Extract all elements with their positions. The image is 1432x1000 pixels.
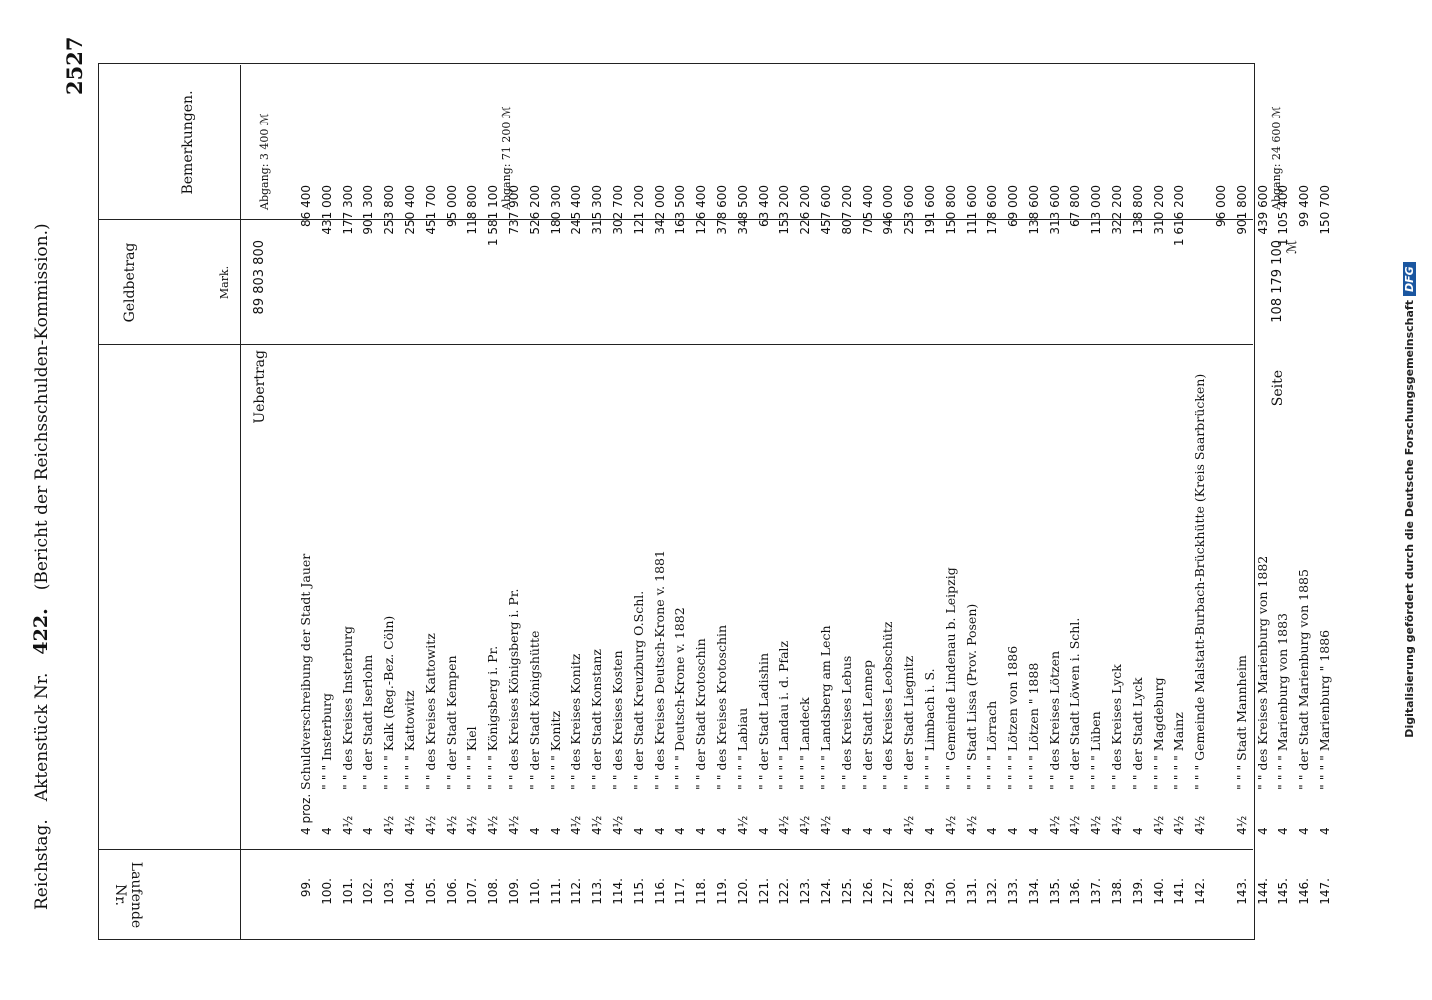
table-row	[670, 65, 691, 940]
row-number: 113.	[590, 878, 605, 905]
row-rate: 4	[1130, 827, 1145, 835]
row-number: 126.	[860, 878, 875, 905]
table-row	[1128, 65, 1149, 940]
table-row	[587, 65, 608, 940]
row-description: " " " " Lüben	[1088, 711, 1104, 790]
row-description: " " der Stadt Krotoschin	[693, 638, 709, 790]
row-rate: 4	[985, 827, 1000, 835]
table-row	[1024, 65, 1045, 940]
row-rate: 4½	[735, 815, 750, 835]
row-number: 147.	[1318, 878, 1333, 905]
row-rate: 4	[1255, 827, 1270, 835]
row-description: " " des Kreises Lyck	[1109, 664, 1125, 790]
table-row	[1169, 65, 1190, 940]
row-description: " " der Stadt Kempen	[443, 655, 459, 790]
row-rate: 4	[1297, 827, 1312, 835]
row-amount: 737 900	[506, 185, 521, 235]
row-number: 99.	[299, 878, 313, 898]
table-row	[816, 65, 837, 940]
row-number: 111.	[548, 878, 563, 905]
page-total-label: Seite	[1270, 370, 1286, 407]
row-description: " " des Kreises Lebus	[838, 655, 854, 790]
row-rate: 4	[714, 827, 729, 835]
row-number: 106.	[444, 878, 459, 905]
row-rate: 4½	[943, 815, 958, 835]
row-rate: 4½	[798, 815, 813, 835]
table-row	[650, 65, 671, 940]
row-amount: 1 581 100	[486, 185, 501, 247]
row-description: " " des Kreises Königsberg i. Pr.	[505, 588, 521, 790]
header-report-title: (Bericht der Reichsschulden-Kommission.)	[32, 223, 52, 591]
row-amount: 150 800	[943, 185, 958, 235]
table-row	[1086, 65, 1107, 940]
row-rate: 4½	[1234, 815, 1249, 835]
table-body	[296, 65, 1336, 940]
row-description: " " " Gemeinde Lindenau b. Leipzig	[942, 567, 958, 790]
row-description: " " der Stadt Lennep	[859, 659, 875, 790]
row-number: 124.	[818, 878, 833, 905]
row-rate: 4½	[506, 815, 521, 835]
row-number: 122.	[777, 878, 792, 905]
table-row	[774, 65, 795, 940]
row-amount: 99 400	[1297, 185, 1312, 227]
table-row	[608, 65, 629, 940]
row-amount: 126 400	[694, 185, 709, 235]
row-rate: 4	[1276, 827, 1291, 835]
row-number: 129.	[922, 878, 937, 905]
row-rate: 4½	[818, 815, 833, 835]
table-row	[941, 65, 962, 940]
row-amount: 95 000	[444, 185, 459, 227]
row-rate: 4½	[777, 815, 792, 835]
row-number: 118.	[694, 878, 709, 905]
row-description: " " der Stadt Liegnitz	[901, 655, 917, 790]
row-rate: 4	[1318, 827, 1333, 835]
row-description: " " der Stadt Lyck	[1129, 677, 1145, 790]
row-number: 143.	[1234, 878, 1249, 905]
row-rate: 4½	[569, 815, 584, 835]
table-row	[858, 65, 879, 940]
row-description: " " " " Marienburg " 1886	[1317, 629, 1333, 790]
row-number: 127.	[881, 878, 896, 905]
row-rate: 4½	[1172, 815, 1187, 835]
row-amount: 245 400	[569, 185, 584, 235]
brought-forward-amount: 89 803 800	[252, 240, 267, 315]
row-rate: 4	[694, 827, 709, 835]
row-amount: 163 500	[673, 185, 688, 235]
row-number: 119.	[714, 878, 729, 905]
table-row	[920, 65, 941, 940]
row-number: 108.	[486, 878, 501, 905]
row-rate: 4½	[1110, 815, 1125, 835]
row-description: " " " " Deutsch-Krone v. 1882	[672, 607, 688, 790]
row-rate: 4½	[486, 815, 501, 835]
dfg-logo: DFG	[1403, 262, 1416, 296]
table-row	[317, 65, 338, 940]
table-row	[1232, 65, 1253, 940]
column-unit: Mark.	[218, 265, 231, 300]
digitization-text: Digitalisierung gefördert durch die Deutsche Forschungsgemeinschaft	[1403, 300, 1416, 738]
digitization-note	[1390, 20, 1430, 980]
row-rate: 4½	[1047, 815, 1062, 835]
row-rate: 4	[673, 827, 688, 835]
row-description: " " " " Limbach i. S.	[921, 668, 937, 790]
row-description: " " der Stadt Marienburg von 1885	[1296, 569, 1312, 790]
row-description: " " des Kreises Krotoschin	[713, 624, 729, 790]
header-left: Reichstag.	[32, 819, 52, 910]
row-number: 125.	[839, 878, 854, 905]
row-number: 133.	[1006, 878, 1021, 905]
row-amount: 111 600	[964, 185, 979, 235]
row-rate: 4½	[1151, 815, 1166, 835]
header-doc-label: Aktenstück Nr.	[32, 672, 52, 802]
row-amount: 901 800	[1234, 185, 1249, 235]
column-header-number: Laufende Nr.	[112, 861, 144, 929]
row-amount: 457 600	[818, 185, 833, 235]
row-amount: 177 300	[340, 185, 355, 235]
row-number: 116.	[652, 878, 667, 905]
table-row	[1149, 65, 1170, 940]
row-description: " " des Kreises Lötzen	[1046, 650, 1062, 790]
row-number: 140.	[1151, 878, 1166, 905]
row-rate: 4½	[340, 815, 355, 835]
row-number: 123.	[798, 878, 813, 905]
row-number: 138.	[1110, 878, 1125, 905]
row-amount: 121 200	[631, 185, 646, 235]
table-row	[629, 65, 650, 940]
row-amount: 180 300	[548, 185, 563, 235]
row-number: 141.	[1172, 878, 1187, 905]
row-rate: 4	[548, 827, 563, 835]
brought-forward-label: Uebertrag	[252, 350, 268, 424]
row-rate: 4½	[402, 815, 417, 835]
row-description: " " " " Landau i. d. Pfalz	[776, 640, 792, 790]
row-number: 107.	[465, 878, 480, 905]
header-doc-number: 422.	[30, 608, 52, 655]
row-description: " " " " Kalk (Reg.-Bez. Cöln)	[381, 615, 397, 790]
row-description: " " des Kreises Marienburg von 1882	[1254, 555, 1270, 790]
row-amount: 113 000	[1089, 185, 1104, 235]
row-amount: 526 200	[527, 185, 542, 235]
row-rate: 4½	[444, 815, 459, 835]
row-number: 105.	[423, 878, 438, 905]
table-row	[400, 65, 421, 940]
table-row	[1065, 65, 1086, 940]
row-amount: 253 600	[902, 185, 917, 235]
row-rate: 4	[652, 827, 667, 835]
row-number: 109.	[506, 878, 521, 905]
row-amount: 118 800	[465, 185, 480, 235]
table-row	[899, 65, 920, 940]
row-amount: 86 400	[299, 185, 313, 227]
row-rate: 4	[1026, 827, 1041, 835]
row-description: " " " Gemeinde Malstatt-Burbach-Brückhütte (Kreis Saarbrücken)	[1192, 373, 1208, 790]
row-rate: 4	[839, 827, 854, 835]
row-number: 112.	[569, 878, 584, 905]
row-rate: 4½	[964, 815, 979, 835]
row-rate: 4½	[1193, 815, 1208, 835]
row-description: " " " " Landeck	[797, 697, 813, 790]
row-amount: 342 000	[652, 185, 667, 235]
table-row	[982, 65, 1003, 940]
row-description: " " " " Lötzen " 1888	[1025, 662, 1041, 790]
table-row	[795, 65, 816, 940]
row-description: " " " Stadt Mannheim	[1233, 655, 1249, 790]
page-number: 2527	[62, 36, 87, 95]
row-description: " " " " Kiel	[464, 726, 480, 790]
row-description: " " " " Magdeburg	[1150, 677, 1166, 790]
row-amount: 946 000	[881, 185, 896, 235]
row-description: " " der Stadt Ladishin	[755, 652, 771, 790]
table-row	[379, 65, 400, 940]
row-description: " " der Stadt Konstanz	[589, 649, 605, 790]
row-number: 146.	[1297, 878, 1312, 905]
table-row	[1045, 65, 1066, 940]
remark-1: Abgang: 3 400 ℳ	[258, 113, 271, 210]
row-number: 139.	[1130, 878, 1145, 905]
row-rate: 4½	[590, 815, 605, 835]
row-description: " " " " Marienburg von 1883	[1275, 613, 1291, 790]
row-rate: 4½	[423, 815, 438, 835]
row-number: 136.	[1068, 878, 1083, 905]
row-rate: 4	[922, 827, 937, 835]
table-row	[358, 65, 379, 940]
row-number: 137.	[1089, 878, 1104, 905]
row-rate: 4	[631, 827, 646, 835]
row-rate: 4	[361, 827, 376, 835]
row-description: " " " " Labiau	[734, 707, 750, 790]
row-rate: 4½	[382, 815, 397, 835]
row-amount: 313 600	[1047, 185, 1062, 235]
row-amount: 153 200	[777, 185, 792, 235]
row-number: 142.	[1193, 878, 1208, 905]
row-description: " " " " Königsberg i. Pr.	[485, 645, 501, 790]
row-description: " " " " Mainz	[1171, 712, 1187, 790]
table-row	[566, 65, 587, 940]
row-rate: 4	[1006, 827, 1021, 835]
row-amount: 439 600	[1255, 185, 1270, 235]
row-description: " " der Stadt Königshütte	[526, 630, 542, 790]
row-rate: 4	[756, 827, 771, 835]
row-number: 128.	[902, 878, 917, 905]
table-row	[1315, 65, 1336, 940]
row-amount: 807 200	[839, 185, 854, 235]
table-row	[754, 65, 775, 940]
row-amount: 69 000	[1006, 185, 1021, 227]
row-amount: 138 600	[1026, 185, 1041, 235]
row-description: " " " " Landsberg am Lech	[817, 625, 833, 790]
row-rate: 4	[319, 827, 334, 835]
row-amount: 250 400	[402, 185, 417, 235]
remark-2: Abgang: 71 200 ℳ	[500, 106, 513, 210]
table-row	[442, 65, 463, 940]
row-rate: 4½	[1068, 815, 1083, 835]
row-description: " " des Kreises Insterburg	[339, 626, 355, 790]
row-amount: 348 500	[735, 185, 750, 235]
row-rate: 4	[527, 827, 542, 835]
row-number: 103.	[382, 878, 397, 905]
row-rate: 4½	[902, 815, 917, 835]
row-amount: 1 105 400	[1276, 185, 1291, 247]
row-description: " " des Kreises Kattowitz	[422, 633, 438, 790]
row-number: 145.	[1276, 878, 1291, 905]
row-number: 115.	[631, 878, 646, 905]
row-amount: 150 700	[1318, 185, 1333, 235]
row-number: 134.	[1026, 878, 1041, 905]
table-row	[712, 65, 733, 940]
column-header-amount: Geldbetrag	[122, 242, 138, 323]
table-row	[338, 65, 359, 940]
row-description: " " " " Lörrach	[984, 700, 1000, 790]
page-total-amount: 108 179 100 ℳ	[1270, 240, 1300, 323]
table-row	[1294, 65, 1315, 940]
table-row	[733, 65, 754, 940]
row-number: 100.	[319, 878, 334, 905]
row-description: " " der Stadt Iserlohn	[360, 654, 376, 790]
row-amount: 96 000	[1214, 185, 1229, 227]
row-amount: 191 600	[922, 185, 937, 235]
row-description: " " des Kreises Leobschütz	[880, 621, 896, 790]
row-number: 110.	[527, 878, 542, 905]
row-amount: 226 200	[798, 185, 813, 235]
header-rule	[240, 65, 241, 940]
row-number: 130.	[943, 878, 958, 905]
row-description: " " " " Lötzen von 1886	[1005, 645, 1021, 790]
row-rate: 4½	[465, 815, 480, 835]
table-row	[296, 65, 317, 940]
row-amount: 178 600	[985, 185, 1000, 235]
row-amount: 451 700	[423, 185, 438, 235]
row-number: 121.	[756, 878, 771, 905]
remark-3: Abgang: 24 600 ℳ	[1270, 106, 1283, 210]
row-amount: 705 400	[860, 185, 875, 235]
row-number: 132.	[985, 878, 1000, 905]
table-row	[525, 65, 546, 940]
row-amount: 901 300	[361, 185, 376, 235]
table-row	[1107, 65, 1128, 940]
row-rate: 4	[860, 827, 875, 835]
row-amount: 1 616 200	[1172, 185, 1187, 247]
row-description: " " " " Kattowitz	[401, 690, 417, 790]
row-rate: 4	[881, 827, 896, 835]
row-number: 101.	[340, 878, 355, 905]
row-amount: 138 800	[1130, 185, 1145, 235]
table-row	[837, 65, 858, 940]
table-row	[421, 65, 442, 940]
row-description: " " der Stadt Löwen i. Schl.	[1067, 617, 1083, 790]
row-amount: 67 800	[1068, 185, 1083, 227]
row-amount: 63 400	[756, 185, 771, 227]
row-number: 114.	[610, 878, 625, 905]
table-row	[546, 65, 567, 940]
row-number: 144.	[1255, 878, 1270, 905]
table-row	[1190, 65, 1232, 940]
row-amount: 431 000	[319, 185, 334, 235]
table-row	[462, 65, 483, 940]
row-description: " " des Kreises Konitz	[568, 653, 584, 790]
row-description: " " der Stadt Kreuzburg O.Schl.	[630, 590, 646, 790]
row-amount: 378 600	[714, 185, 729, 235]
table-row	[878, 65, 899, 940]
row-amount: 315 300	[590, 185, 605, 235]
row-description: Schuldverschreibung der Stadt Jauer	[298, 553, 313, 790]
table-row	[962, 65, 983, 940]
column-header-remarks: Bemerkungen.	[180, 90, 196, 195]
row-number: 102.	[361, 878, 376, 905]
row-amount: 310 200	[1151, 185, 1166, 235]
row-rate: 4½	[1089, 815, 1104, 835]
page-header	[30, 110, 52, 910]
row-number: 135.	[1047, 878, 1062, 905]
row-description: " " des Kreises Kosten	[609, 650, 625, 790]
row-description: " " " Stadt Lissa (Prov. Posen)	[963, 603, 979, 790]
table-row	[691, 65, 712, 940]
row-description: " " " " Konitz	[547, 710, 563, 790]
row-description: " " des Kreises Deutsch-Krone v. 1881	[651, 550, 667, 790]
row-number: 120.	[735, 878, 750, 905]
row-amount: 302 700	[610, 185, 625, 235]
row-amount: 322 200	[1110, 185, 1125, 235]
row-description: " " " Insterburg	[318, 693, 334, 790]
row-amount: 253 800	[382, 185, 397, 235]
row-number: 104.	[402, 878, 417, 905]
row-rate: 4 proz.	[299, 793, 313, 835]
row-number: 131.	[964, 878, 979, 905]
row-number: 117.	[673, 878, 688, 905]
table-row	[1003, 65, 1024, 940]
row-rate: 4½	[610, 815, 625, 835]
